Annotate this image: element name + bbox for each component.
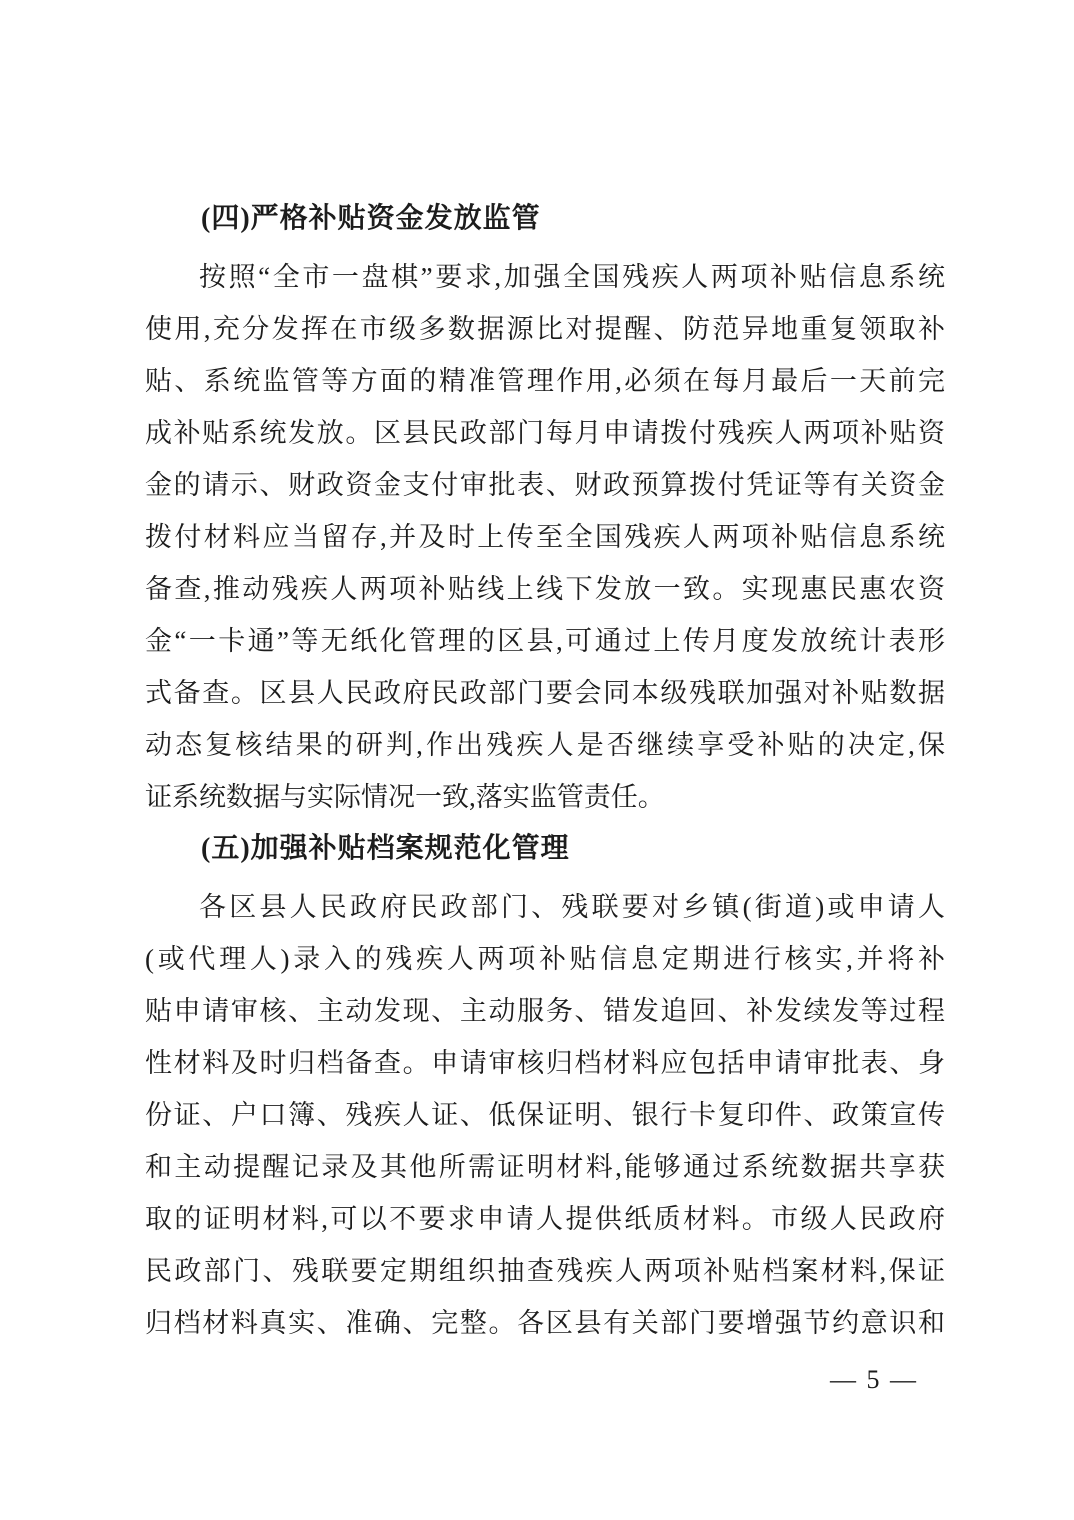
paragraph-line: 使用,充分发挥在市级多数据源比对提醒、防范异地重复领取补 [145, 314, 945, 344]
paragraph-line: 贴、系统监管等方面的精准管理作用,必须在每月最后一天前完 [145, 366, 945, 396]
paragraph-line: 证系统数据与实际情况一致,落实监管责任。 [145, 782, 665, 812]
paragraph-line: (或代理人)录入的残疾人两项补贴信息定期进行核实,并将补 [145, 944, 945, 974]
paragraph-line: 贴申请审核、主动发现、主动服务、错发追回、补发续发等过程 [145, 996, 945, 1026]
paragraph-line: 式备查。区县人民政府民政部门要会同本级残联加强对补贴数据 [145, 678, 945, 708]
paragraph-line: 取的证明材料,可以不要求申请人提供纸质材料。市级人民政府 [145, 1204, 945, 1234]
paragraph-line: 份证、户口簿、残疾人证、低保证明、银行卡复印件、政策宣传 [145, 1100, 945, 1130]
paragraph-line: 金“一卡通”等无纸化管理的区县,可通过上传月度发放统计表形 [145, 626, 945, 656]
paragraph-line: 成补贴系统发放。区县民政部门每月申请拨付残疾人两项补贴资 [145, 418, 945, 448]
paragraph-line: 备查,推动残疾人两项补贴线上线下发放一致。实现惠民惠农资 [145, 574, 945, 604]
paragraph-line: 各区县人民政府民政部门、残联要对乡镇(街道)或申请人 [199, 892, 945, 922]
section-heading: (四)严格补贴资金发放监管 [201, 203, 541, 234]
section-heading: (五)加强补贴档案规范化管理 [201, 833, 570, 864]
paragraph-line: 按照“全市一盘棋”要求,加强全国残疾人两项补贴信息系统 [199, 262, 945, 292]
page-number: — 5 — [830, 1365, 918, 1394]
paragraph-line: 和主动提醒记录及其他所需证明材料,能够通过系统数据共享获 [145, 1152, 945, 1182]
paragraph-line: 金的请示、财政资金支付审批表、财政预算拨付凭证等有关资金 [145, 470, 945, 500]
document-body [145, 193, 945, 1349]
paragraph-line: 拨付材料应当留存,并及时上传至全国残疾人两项补贴信息系统 [145, 522, 945, 552]
paragraph-line: 动态复核结果的研判,作出残疾人是否继续享受补贴的决定,保 [145, 730, 945, 760]
paragraph-line: 归档材料真实、准确、完整。各区县有关部门要增强节约意识和 [145, 1308, 945, 1338]
paragraph-line: 性材料及时归档备查。申请审核归档材料应包括申请审批表、身 [145, 1048, 945, 1078]
paragraph-line: 民政部门、残联要定期组织抽查残疾人两项补贴档案材料,保证 [145, 1256, 945, 1286]
